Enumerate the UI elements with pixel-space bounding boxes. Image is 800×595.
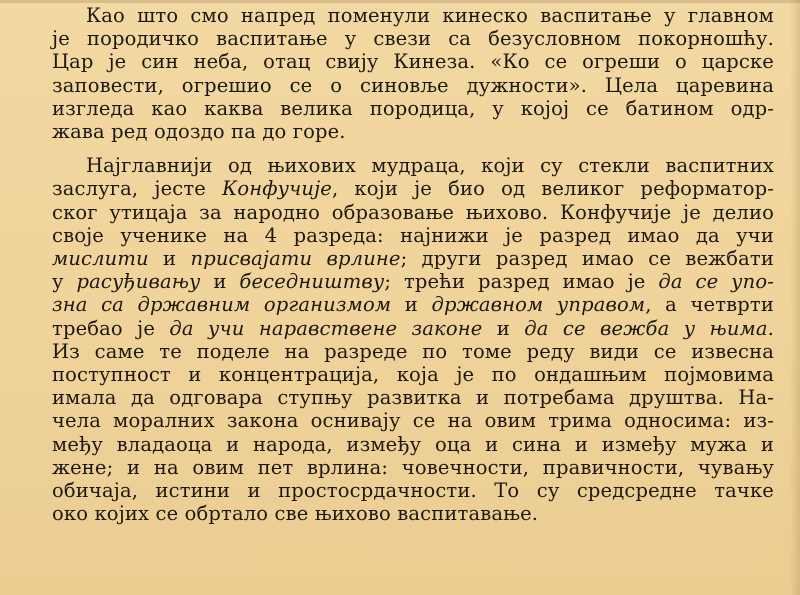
text-line <box>52 201 774 224</box>
body-text <box>52 4 774 525</box>
italic-phrase: државном управом <box>431 293 646 317</box>
text-run: , који је био од великог реформатор- <box>331 177 774 201</box>
text-line <box>52 456 774 479</box>
text-run: Као што смо напред поменули кинеско васпитање у главном <box>86 4 774 27</box>
italic-phrase: Конфучије <box>222 177 332 201</box>
page-edge-shadow <box>790 0 800 595</box>
text-run: ског утицаја за народно образовање њихово. Конфучије је делио <box>52 200 774 224</box>
text-line <box>52 502 774 525</box>
text-line <box>52 120 774 143</box>
text-run: поступност и концентрација, која је по ондашњим појмовима <box>52 363 774 387</box>
text-line <box>52 74 774 97</box>
text-run: је породичко васпитање у свези са безусловном покорношћу. <box>52 27 774 51</box>
text-run: међу владаоца и народа, између оца и сина и између мужа и <box>52 432 774 456</box>
text-line <box>52 409 774 432</box>
text-run: и <box>148 247 191 271</box>
text-run: своје ученике на 4 разреда: најнижи је разред имао да учи <box>52 223 774 247</box>
text-line <box>52 270 774 293</box>
italic-phrase: да се вежба у њима <box>524 316 768 340</box>
text-run: заповести, огрешио се о синовље дужности». Цела царевина <box>52 73 774 97</box>
text-line <box>52 27 774 50</box>
text-line <box>52 363 774 386</box>
page-top-edge <box>0 0 800 3</box>
text-line <box>52 4 774 27</box>
italic-phrase: да учи наравствене законе <box>169 316 483 340</box>
text-run: жене; и на овим пет врлина: човечности, правичности, чувању <box>52 455 774 479</box>
paragraph <box>52 154 774 525</box>
italic-phrase: присвајати врлине <box>190 247 401 271</box>
text-line <box>52 97 774 120</box>
text-run: и <box>391 293 432 317</box>
text-run: ; други разред имао се вежбати <box>400 247 774 271</box>
text-line <box>52 293 774 316</box>
text-run: , а четврти <box>645 293 774 317</box>
italic-phrase: беседништву <box>239 270 385 294</box>
italic-phrase: расуђивању <box>76 270 201 294</box>
text-line <box>52 50 774 73</box>
text-line <box>52 433 774 456</box>
text-run: чела моралних закона оснивају се на овим трима односима: из- <box>52 409 774 433</box>
text-run: обичаја, истини и простосрдачности. То су средсредне тачке <box>52 479 774 503</box>
text-run: . <box>767 316 774 340</box>
text-line <box>52 317 774 340</box>
text-line <box>52 154 774 177</box>
text-run: око којих се обртало све њихово васпитавање. <box>52 502 539 526</box>
text-line <box>52 340 774 363</box>
italic-phrase: зна са државним организмом <box>52 293 392 317</box>
text-run: требао је <box>52 316 170 340</box>
text-run: Најглавнији од њихових мудраца, који су стекли васпитних <box>86 154 774 178</box>
text-run: Из саме те поделе на разреде по томе реду види се извесна <box>52 339 774 363</box>
text-run: и <box>482 316 525 340</box>
italic-phrase: мислити <box>52 247 149 271</box>
text-run: Цар је син неба, отац свију Кинеза. «Ко се огреши о царске <box>52 50 774 74</box>
text-run: заслуга, јесте <box>52 177 223 201</box>
italic-phrase: да се упо- <box>658 270 774 294</box>
text-run: имала да одговара ступњу развитка и потребама друштва. На- <box>52 386 774 410</box>
text-line <box>52 247 774 270</box>
paragraph <box>52 4 774 143</box>
text-line <box>52 224 774 247</box>
text-run: изгледа као каква велика породица, у којој се батином одр- <box>52 96 774 120</box>
text-run: жава ред одоздо па до горе. <box>52 120 346 144</box>
text-line <box>52 386 774 409</box>
text-run: и <box>200 270 240 294</box>
text-line <box>52 479 774 502</box>
text-line <box>52 177 774 200</box>
text-run: у <box>52 270 77 294</box>
text-run: ; трећи разред имао је <box>384 270 659 294</box>
